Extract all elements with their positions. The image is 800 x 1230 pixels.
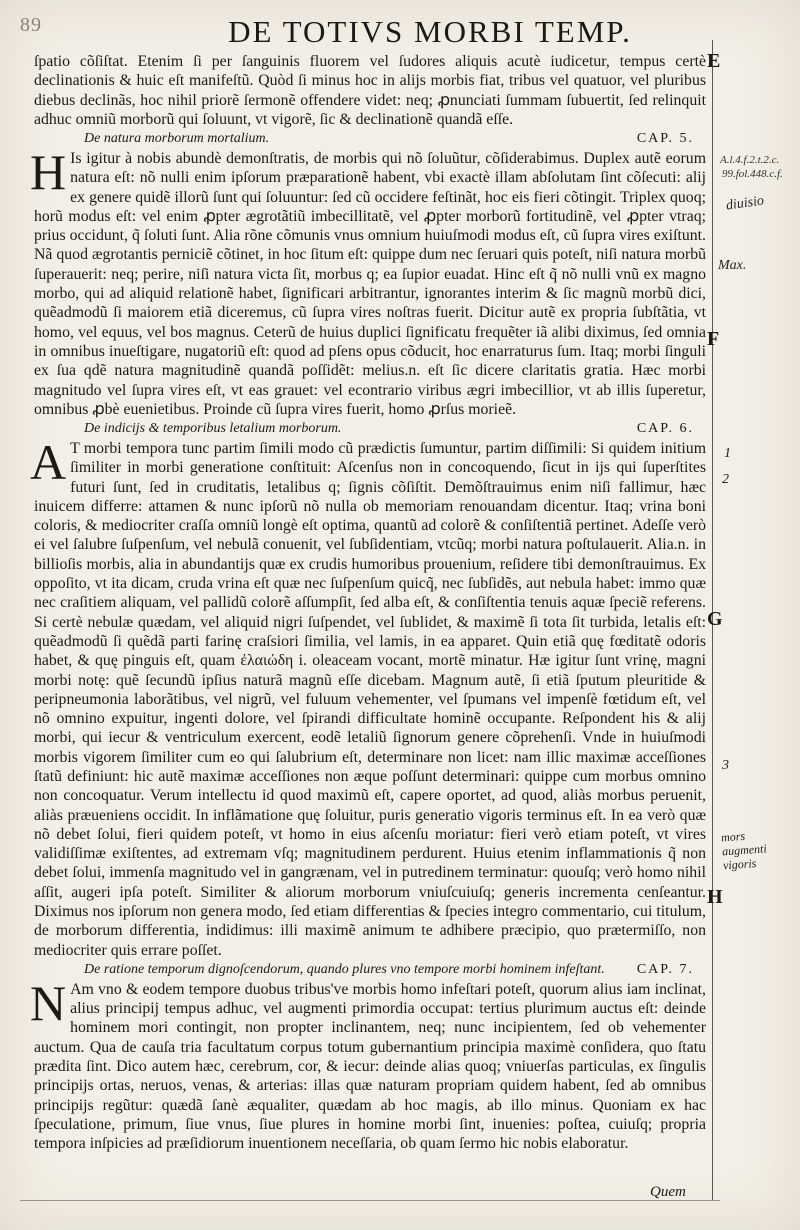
chapter-paragraph [30,433,706,960]
handwritten-note-2: Max. [718,258,747,273]
handwritten-note-6: mors augmenti vigoris [720,828,768,873]
chapter-title: De natura morborum mortalium. [84,131,270,147]
chapter-title: De ratione temporum dignoſcendorum, quando plures vno tempore morbi hominem infeſtant. [84,961,605,977]
page-number: 89 [20,14,42,36]
drop-capital: H [30,143,67,200]
margin-letter-g: G [707,608,723,630]
running-head [20,14,710,48]
chapter-heading-7 [34,960,706,980]
catchword: Quem [650,1184,686,1200]
margin-letter-e: E [707,50,721,72]
chapter-number: CAP. 5. [636,131,694,147]
drop-capital: A [30,433,67,490]
chapter-heading-6 [34,419,706,439]
margin-reference-1: A.l.4.f.2.t.2.c. [720,154,780,166]
chapter-text: Am vno & eodem tempore duobus tribus've morbis homo infeſtari poteſt, quorum alius iam inclinat, alius principij tempus adhuc, vel augmenti primordia occupat: tertius plurimum auctus eſt: deinde hominem mori contingit, non propter inclinantem, neq; nunc incipientem, ſed ob vehementer auctum. Qua de cauſa tria facultatum corpus totum gubernantium principia maximè conſidera, quo ſtatu prædita ſint. Dico autem hæc, cerebrum, cor, & iecur: deinde alias quoq; vniuerſas particulas, ex ſingulis principijs ortas, neruos, venas, & arterias: illas quæ naturam propriam quidem habent, ſed ab omnibus principijs regũtur: quædã ſanè æqualiter, quædam ab hoc magis, ab illo minus. Quoniam ex hac ſpeculatione, primum, ſiue vnus, ſiue plures in homine morbi ſint, inuenies: poſtea, cuiuſq; propria tempora inſpicies ad præſidiorum inuentionem neceſſaria, ob quam ſermo hic nobis elaboratur. [34,980,706,1153]
handwritten-note-1: diuisio [725,193,765,214]
margin-letter-f: F [707,328,720,350]
margin-reference-2: 99.fol.448.c.f. [722,168,783,180]
opening-paragraph: ſpatio cõſiſtat. Etenim ſi per ſanguinis fluorem vel ſudores aliquis acutè iudicetur, tempus certè declinationis & huic eſt manifeſtũ. Quòd ſi minus hoc in alijs morbis fiat, tribus vel quatuor, vel pluribus diebus declinãs, hoc nihil priorẽ ſermonẽ offendere videt: neq; ꝓnunciati ſummam ſubuertit, ſed relinquit adhuc omniũ morborũ qui ſoluunt, vt vigorẽ, ſic & declinationẽ quandã eſſe. [34,53,706,128]
chapter-paragraph [30,974,706,1154]
chapter-title: De indicijs & temporibus letalium morborum. [84,421,342,437]
handwritten-note-3: 1 [724,446,731,461]
handwritten-note-4: 2 [722,472,729,487]
handwritten-note-5: 3 [722,758,729,773]
chapter-number: CAP. 6. [636,421,694,437]
chapter-text: Is igitur à nobis abundè demonſtratis, de morbis qui nõ ſoluũtur, cõſiderabimus. Duplex autẽ eorum natura eſt: nõ nulli enim ipſorum præparationẽ habent, vbi exactè illam abſolutam ſint cõſecuti: alij ex genere quidẽ illorũ ſunt qui ſoluuntur: ſed cũ occidere feſtinãt, hoc eis fieri cõtingit. Triplex quoq; horũ modus eſt: vel enim ꝓpter ægrotãtiũ imbecillitatẽ, vel ꝓpter morborũ fortitudinẽ, vel ꝓpter vtraq; prius occidunt, q̃ ſoluti ſunt. Alia rõne cõmunis vnus omnium huiuſmodi modus eſt, cũ ſupra vires exiſtunt. Nã quod ægrotantis perniciẽ cõtinet, in hoc ſitum eſt: quippe dum nec ſeruari quis poteſt, niſi natura morbũ ſuperauerit: neq; perire, niſi natura victa ſit, morbus q; ea ſupior euadat. Hinc eſt q̃ nõ nulli vnũ ex magno morbo, qui ad aliquid relationẽ habet, ſignificari arbitrantur, ignorantes interim & ſic magnũ morbũ dici, quẽadmodũ ſi maiorem etiã diceremus, cũ ſupra vires noſtras fuerit. Dicitur autẽ ex propria ſubſtãtia, vt homo, vel equus, vel bos magnus. Ceterũ de huius duplici ſignificatu frequẽter iã alibi diximus, ſed omnia in omnibus inueſtigare, nugatoriũ eſt: quod ad pſens opus cõducit, hoc enarraturus ſum. Itaq; morbi ſinguli ex ſua qdẽ natura magnitudinẽ quandã poſſidẽt: melius.n. eſt ſic dicere claritatis gratia. Hæc morbi magnitudo vel ſupra vires eſt, vt eas grauet: vel econtrario viribus ægri imbecillior, vt ab illis ſuperetur, omnibus ꝓbè euenietibus. Proinde cũ ſupra vires fuerit, homo ꝓrſus morieẽ. [34,149,706,418]
chapter-text: T morbi tempora tunc partim ſimili modo cũ prædictis ſumuntur, partim diſſimili: Si quidem initium ſimiliter in morbi generatione conſtituit: Aſcenſus non in concoquendo, ſicut in ijs qui ſuperſtites futuri ſunt, ſed in cruditatis, letalibus q; ſignis cõſiſtit. Demõſtrauimus enim niſi fallimur, hæc inuicem differre: attamen & nunc ipſorũ nõ nulla ob memoriam renouandam dicentur. Itaq; vrina boni coloris, & mediocriter craſſa omniũ longè eſt optima, quantũ ad colorẽ & conſiſtentiã pertinet. Adeſſe verò ei vel ſalubre ſuſpenſum, vel nebulã conuenit, vel ſubſidentiam, vtcũq; morbi natura poſtulauerit. Alia.n. in billioſis morbis, alia in abundantijs quæ ex crudis humoribus prouenium, reſidere tibi demonſtrauimus. Ex oppoſito, vt ita dicam, cruda vrina eſt quæ nec ſuſpenſum quicq̃, nec ſubſidẽs, aut nebula habet: immo quæ nec craſitiem aliquam, vel pallidũ colorẽ aſſumpſit, ſed alba eſt, & conſiſtentia tenuis aquæ ſpeciẽ referens. Si certè nebulæ quædam, vel aliquid nigri ſuſpendet, vel ſublidet, & maximẽ ſi tota ſit turbida, letalis eſt: quẽadmodũ ſi quẽdã parti farinę craſsiori ſimilia, vel lamis, in ea apparet. Quin etiã quę fœditatẽ odoris habet, & quę pinguis eſt, quam ἐλαιώδη i. oleaceam vocant, mortẽ minatur. Hæ igitur ſunt vrinę, magni morbi notę: quẽ ſecundũ ipſius naturã magnũ eſſe dicebam. Magnum autẽ, ſi etiã ſputum pleuritide & peripneumonia laborãtibus, vel nigrũ, vel fuluum vehementer, vel ſpumans vel impenſè fœtidum eſt, vel nõ omnino expuitur, ingenti dolore, vel ſpirandi difficultate hominẽ occupante. Reſpondent his & alij morbi, qui iecur & ventriculum exercent, eodẽ letaliũ ſignorum genere cõprehenſi. Vnde in huiuſmodi morbis vigorem ſimiliter cum eo qui ſalubrium eſt, determinare non licet: nam illic maximæ acceſſiones ſtatũ definiunt: hic autẽ maximæ acceſſiones non æque poſſunt determinari: quippe cum morbus omnino non concoquatur. Verum intellectu id quod maximũ eſt, capere oportet, ad quod, aliàs morbus peruenit, aliàs præueniens occidit. In inflãmatione quę ſoluitur, puris generatio vigoris terminus eſt. In ea verò quæ nõ debet ſolui, fieri quidem poteſt, vt homo in eius aſcenſu moriatur: fieri verò etiam poteſt, vt vires validiſſimæ exiſtentes, ad extremam vſq; magnitudinem perdurent. Huius etenim inflammationis q̃ non debet ſolui, immenſa magnitudo vel in gangrænam, vel in putredinem terminatur: quouſq; verò homo nihil aſſit, augeri ipſa poteſt. Similiter & aliorum morborum vniuſcuiuſq; generis incrementa cenſeantur. Diximus nos ipſorum non genera modo, ſed etiam differentias & ſpecies integro commentario, cui titulum, de morborum differentia, indidimus: illi maximẽ animum te adhibere præcipio, quo prætermiſſo, non mediocriter quis errare poſſet. [34,439,706,959]
chapter-paragraph [30,143,706,419]
drop-capital: N [30,974,67,1031]
margin-letter-h: H [707,886,723,908]
chapter-heading-5 [34,129,706,149]
bottom-rule [20,1200,720,1201]
chapter-number: CAP. 7. [636,961,694,977]
page-title: DE TOTIVS MORBI TEMP. [228,14,632,49]
main-text [30,52,706,1153]
